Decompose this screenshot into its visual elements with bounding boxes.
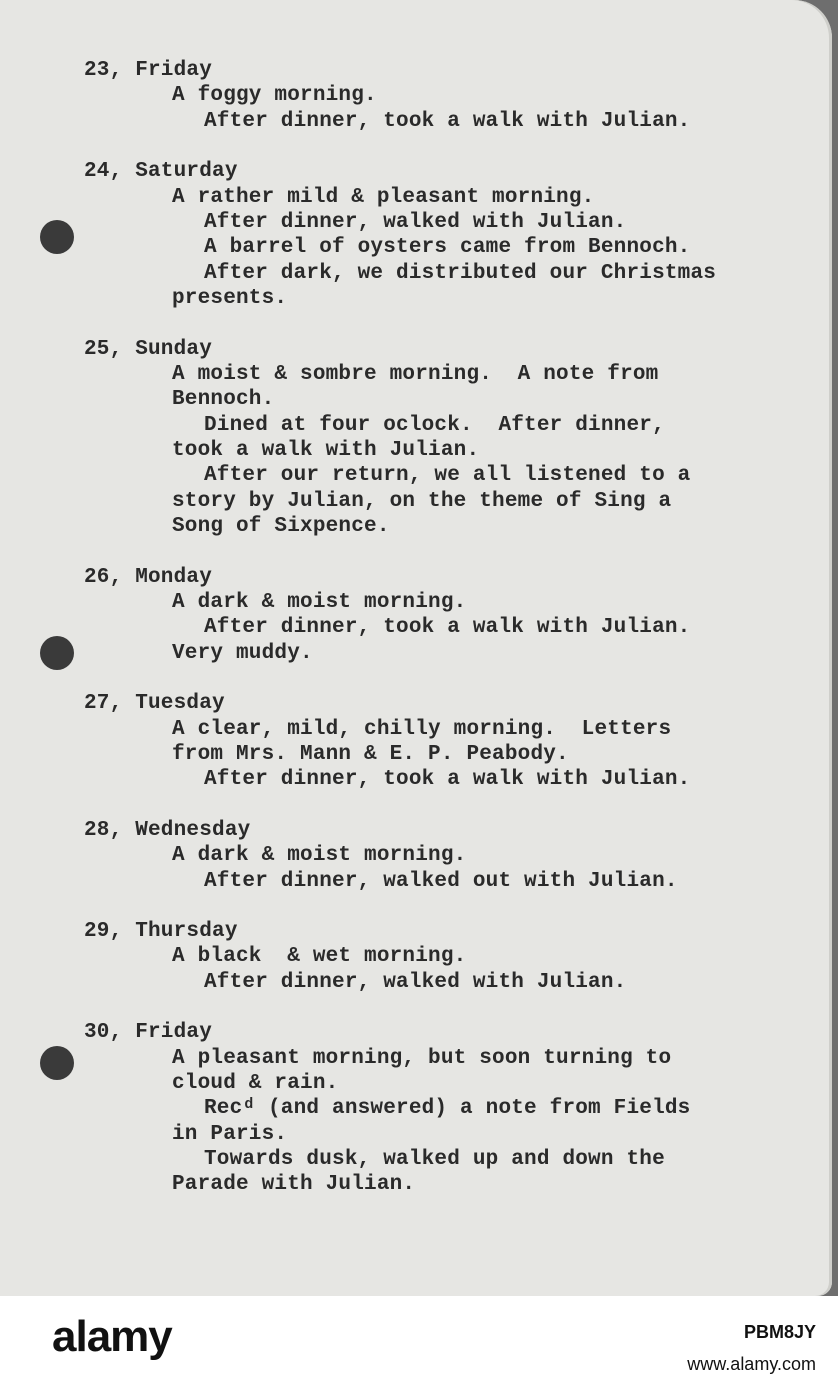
watermark-footer xyxy=(0,1296,838,1390)
brand-logo: alamy xyxy=(52,1312,172,1361)
entry-line: After dark, we distributed our Christmas xyxy=(204,261,717,285)
diary-entry xyxy=(84,58,814,134)
diary-entry xyxy=(84,691,814,793)
entry-date: 26, Monday xyxy=(84,565,213,589)
entry-line: After our return, we all listened to a xyxy=(204,464,691,488)
entry-line: A moist & sombre morning. A note from xyxy=(172,362,659,386)
binder-hole-bottom xyxy=(40,1046,74,1080)
entry-line: After dinner, walked with Julian. xyxy=(204,210,627,234)
entry-date: 30, Friday xyxy=(84,1021,213,1045)
website-url: www.alamy.com xyxy=(687,1354,816,1374)
entry-line: cloud & rain. xyxy=(172,1071,339,1095)
entry-line: Recᵈ (and answered) a note from Fields xyxy=(204,1097,691,1121)
entry-line: took a walk with Julian. xyxy=(172,439,480,463)
entry-line: After dinner, walked out with Julian. xyxy=(204,869,678,893)
entry-line: A foggy morning. xyxy=(172,84,377,108)
entry-line: A barrel of oysters came from Bennoch. xyxy=(204,236,691,260)
diary-entries xyxy=(84,58,814,1223)
entry-date: 27, Tuesday xyxy=(84,692,225,716)
entry-line: A clear, mild, chilly morning. Letters xyxy=(172,717,672,741)
entry-date: 24, Saturday xyxy=(84,160,238,184)
entry-line: A dark & moist morning. xyxy=(172,844,467,868)
entry-date: 25, Sunday xyxy=(84,337,213,361)
entry-line: A black & wet morning. xyxy=(172,945,467,969)
entry-line: from Mrs. Mann & E. P. Peabody. xyxy=(172,742,569,766)
entry-line: A rather mild & pleasant morning. xyxy=(172,185,595,209)
entry-line: Parade with Julian. xyxy=(172,1173,416,1197)
entry-line: After dinner, took a walk with Julian. xyxy=(204,109,691,133)
entry-date: 29, Thursday xyxy=(84,919,238,943)
entry-line: Song of Sixpence. xyxy=(172,515,390,539)
entry-line: A dark & moist morning. xyxy=(172,591,467,615)
entry-line: in Paris. xyxy=(172,1122,288,1146)
binder-hole-top xyxy=(40,220,74,254)
entry-line: Bennoch. xyxy=(172,388,275,412)
image-id: PBM8JY xyxy=(743,1322,816,1342)
entry-line: Towards dusk, walked up and down the xyxy=(204,1148,665,1172)
entry-line: After dinner, walked with Julian. xyxy=(204,970,627,994)
entry-line: A pleasant morning, but soon turning to xyxy=(172,1046,672,1070)
entry-line: After dinner, took a walk with Julian. xyxy=(204,616,691,640)
entry-line: Very muddy. xyxy=(172,641,313,665)
diary-entry xyxy=(84,919,814,995)
diary-entry xyxy=(84,818,814,894)
diary-entry xyxy=(84,565,814,667)
entry-line: presents. xyxy=(172,287,288,311)
entry-line: Dined at four oclock. After dinner, xyxy=(204,413,665,437)
entry-date: 28, Wednesday xyxy=(84,818,251,842)
diary-entry xyxy=(84,337,814,540)
diary-entry xyxy=(84,159,814,311)
entry-date: 23, Friday xyxy=(84,59,213,82)
entry-line: story by Julian, on the theme of Sing a xyxy=(172,489,672,513)
diary-entry xyxy=(84,1020,814,1198)
binder-hole-middle xyxy=(40,636,74,670)
entry-line: After dinner, took a walk with Julian. xyxy=(204,768,691,792)
